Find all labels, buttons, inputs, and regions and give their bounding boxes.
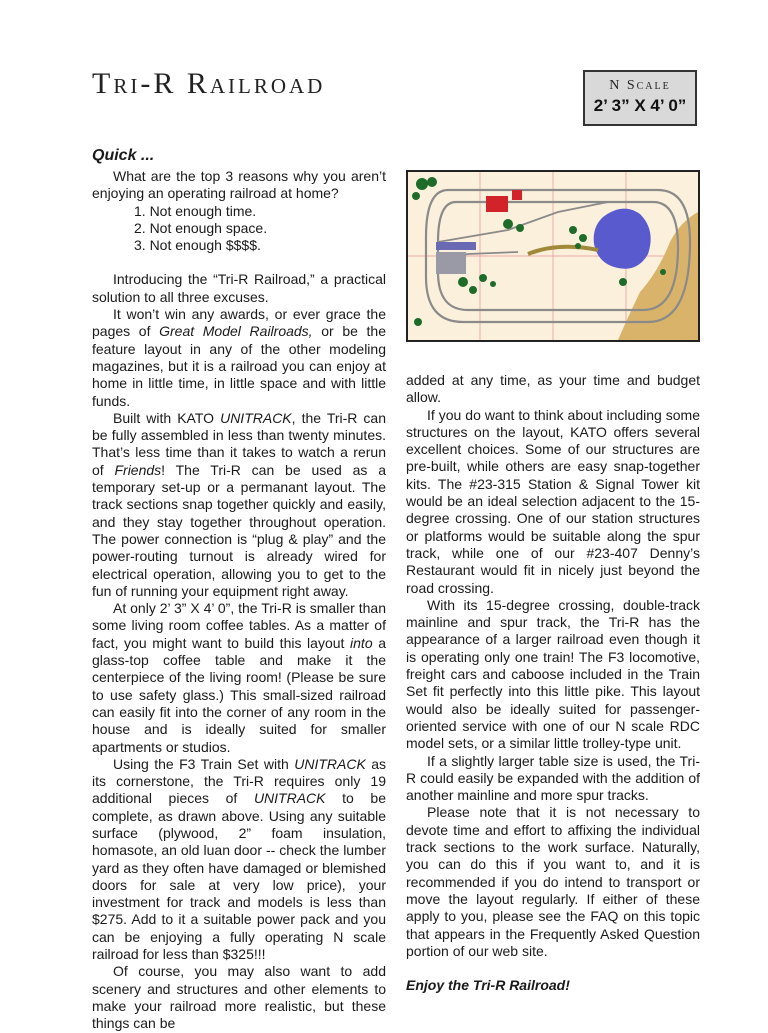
paragraph: At only 2’ 3” X 4’ 0”, the Tri-R is smaller than some living room coffee tables. As a matter of fact, you might want to build this layout into a glass-top coffee table and make it the centerpiece of the living room! (Please be sure to use safety glass.) This small-sized railroad can easily fit into the corner of any room in the house and is ideally suited for smaller apartments or studios. [92,600,386,755]
station-platform [436,242,476,250]
paragraph: With its 15-degree crossing, double-track mainline and spur track, the Tri-R has the appearance of a larger railroad even though it is operating only one train! The F3 locomotive, freight cars and caboose included in the Train Set fit perfectly into this little pike. This layout would also be ideally suited for passenger-oriented service with one of our N scale RDC model sets, or a similar little trolley-type unit. [406,596,700,752]
paragraph: Using the F3 Train Set with UNITRACK as its cornerstone, the Tri-R requires only 19 additional pieces of UNITRACK to be complete, as drawn above. Using any suitable surface (plywood, 2” foam insulation, homasote, an old luan door -- check the lumber yard as they often have damaged or blemished doors for sale at very low price), your investment for track and models is less than $275. Add to it a suitable power pack and you can be enjoying a fully operating N scale railroad for less than $325!!! [92,755,386,963]
lake [594,209,651,269]
paragraph: Of course, you may also want to add scenery and structures and other elements to make your railroad more realistic, but these things can be [92,963,386,1032]
paragraph: Please note that it is not necessary to devote time and effort to affixing the individual track sections to the work surface. Naturally, you can do this if you want to, and it is recommended if you do intend to transport or move the layout regularly. If either of these apply to you, please see the FAQ on this topic that appears in the Frequently Asked Question portion of our web site. [406,804,700,959]
reason-item: 2. Not enough space. [134,219,268,236]
paragraph: If a slightly larger table size is used, the Tri-R could easily be expanded with the addition of another mainline and more spur tracks. [406,752,700,804]
size-label: 2’ 3” X 4’ 0” [593,96,687,115]
right-column [406,372,700,994]
quick-heading: Quick ... [92,147,155,164]
reasons-list [92,203,386,255]
paragraph: It won’t win any awards, or ever grace the pages of Great Model Railroads, or be the feature layout in any of the other modeling magazines, but it is a railroad you can enjoy at home in little time, in little space and with little funds. [92,306,386,409]
red-building-small [512,190,522,200]
paragraph: Built with KATO UNITRACK, the Tri-R can be fully assembled in less than twenty minutes. That’s less time than it takes to watch a rerun of Friends! The Tri-R can be used as a temporary set-up or a permanant layout. The track sections snap together quickly and easily, and they stay together throughout operation. The power connection is “plug & play” and the power-routing turnout is already wired for electrical operation, allowing you to get to the fun of running your equipment right away. [92,409,387,599]
paragraph: added at any time, as your time and budget allow. [406,372,700,406]
page-title: Tri-R Railroad [92,67,326,100]
intro-question: What are the top 3 reasons why you aren’t enjoying an operating railroad at home? [92,168,386,202]
road [528,247,598,254]
gray-building [436,252,466,274]
reason-item: 1. Not enough time. [134,202,257,219]
left-column [92,146,386,1033]
scale-badge [583,70,697,126]
track-spur [438,202,608,260]
paragraph: Introducing the “Tri-R Railroad,” a practical solution to all three excuses. [92,271,386,305]
track-plan-illustration [406,170,700,342]
track-plan-svg [408,172,698,340]
scale-label: N Scale [609,78,671,93]
red-building [486,196,508,212]
closing-line: Enjoy the Tri-R Railroad! [406,977,570,994]
paragraph: If you do want to think about including some structures on the layout, KATO offers several excellent choices. Some of our structures are pre-built, while others are easy snap-together kits. The #23-315 Station & Signal Tower kit would be an ideal selection adjacent to the 15-degree crossing. One of our station structures or platforms would be suitable along the spur track, while one of our #23-407 Denny’s Restaurant would fit in nicely just beyond the road crossing. [406,406,700,596]
reason-item: 3. Not enough $$$$. [134,237,261,254]
